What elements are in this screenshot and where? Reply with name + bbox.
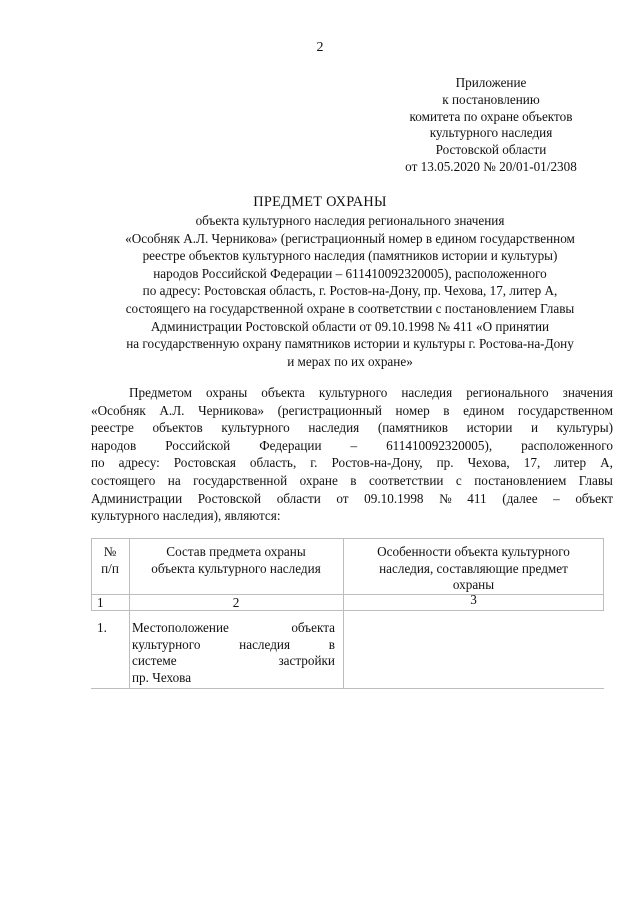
subtitle-line: народов Российской Федерации – 611410092320005), расположенного [153, 265, 547, 281]
column-number: 2 [232, 595, 240, 610]
body-word: (регистрационный [277, 402, 382, 418]
body-word: по [91, 455, 105, 471]
body-word: культуры) [556, 420, 613, 436]
body-word: литер [554, 455, 587, 471]
composition-line: пр. Чехова [132, 669, 192, 685]
header-features-line: охраны [452, 577, 495, 592]
subtitle-line: «Особняк А.Л. Черникова» (регистрационный номер в едином государственном [125, 230, 575, 246]
body-word: наследия [401, 385, 453, 400]
body-word: «Особняк [91, 402, 146, 418]
body-word: объекта [261, 385, 305, 400]
composition-word: в [328, 636, 335, 652]
page-number: 2 [316, 40, 324, 55]
body-word: регионального [466, 385, 549, 400]
header-num-line: № [103, 544, 117, 559]
header-num-line: п/п [101, 560, 119, 576]
body-word: наследия [308, 420, 360, 436]
column-number: 3 [470, 592, 477, 607]
subtitle-line: объекта культурного наследия регионального значения [195, 213, 505, 228]
body-word: г. [310, 455, 318, 471]
body-word: в [350, 472, 357, 488]
document-subtitle [60, 212, 640, 370]
subtitle-line: реестре объектов культурного наследия (памятников истории и культуры) [142, 248, 558, 264]
body-word: едином [463, 402, 505, 418]
body-word: Ростовской [197, 490, 262, 506]
body-word: на [167, 472, 181, 488]
body-word: охране [299, 472, 338, 488]
subtitle-line: по адресу: Ростовская область, г. Ростов-на-Дону, пр. Чехова, 17, литер А, [142, 283, 558, 299]
body-word: адресу: [118, 455, 160, 471]
appendix-line: культурного наследия [429, 125, 553, 141]
composition-line [132, 653, 335, 670]
body-word: в [443, 402, 450, 418]
body-word: Главы [578, 472, 613, 488]
appendix-line: к постановлению [442, 91, 540, 107]
subtitle-line: и мерах по их охране» [287, 353, 413, 369]
body-word: область, [249, 455, 297, 471]
appendix-block [376, 75, 606, 176]
composition-line [132, 620, 335, 637]
body-line [91, 419, 613, 437]
column-number: 1 [97, 595, 104, 610]
body-word: Предметом [129, 385, 192, 400]
body-word: истории [466, 420, 513, 436]
body-word: Ростовская [173, 455, 236, 471]
body-word: – [350, 437, 358, 453]
body-line [91, 384, 613, 402]
body-word: народов [91, 437, 137, 453]
body-line [91, 472, 613, 490]
body-word: 411 [467, 490, 487, 506]
appendix-line: Приложение [455, 75, 527, 90]
composition-word: наследия [239, 636, 291, 652]
composition-word: культурного [132, 636, 201, 652]
body-word: значения [562, 385, 613, 400]
body-line [91, 454, 613, 472]
body-word: и [530, 420, 539, 436]
appendix-line: комитета по охране объектов [409, 108, 573, 124]
composition-line [132, 637, 335, 654]
appendix-line: от 13.05.2020 № 20/01-01/2308 [405, 158, 577, 174]
document-title: ПРЕДМЕТ ОХРАНЫ [253, 194, 387, 210]
appendix-line: Ростовской области [435, 142, 547, 158]
row-composition [132, 620, 335, 686]
body-word: (далее [502, 490, 538, 506]
body-word: объектов [152, 420, 203, 436]
header-composition-line: Состав предмета охраны [166, 544, 306, 559]
body-word: Чехова, [467, 455, 510, 471]
subtitle-line: состоящего на государственной охране в соответствии с постановлением Главы [125, 300, 575, 316]
composition-word: Местоположение [132, 620, 229, 635]
header-features-line: Особенности объекта культурного [377, 544, 570, 559]
body-word: реестре [91, 420, 134, 436]
body-word: культурного [318, 385, 388, 400]
body-word: расположенного [521, 437, 613, 453]
body-word: Российской [165, 437, 231, 453]
body-word: № [439, 490, 452, 506]
body-word: Ростов-на-Дону, [331, 455, 423, 471]
body-word: культурного [221, 420, 290, 436]
header-features [343, 544, 604, 594]
body-word: 17, [523, 455, 541, 471]
body-word: объект [575, 490, 613, 506]
subtitle-line: Администрации Ростовской области от 09.10.1998 № 411 «О принятии [150, 318, 550, 334]
composition-word: системе [132, 653, 177, 668]
body-word: Федерации [259, 437, 322, 453]
body-word: Администрации [91, 490, 183, 506]
body-word: А.Л. [159, 402, 185, 418]
composition-word: объекта [291, 620, 335, 635]
body-word: А, [600, 455, 613, 471]
body-word: области [276, 490, 321, 506]
header-composition [129, 544, 343, 577]
body-word: номер [395, 402, 430, 418]
body-line [91, 437, 613, 455]
header-num [91, 544, 129, 577]
body-word: пр. [436, 455, 454, 471]
body-line: культурного наследия), являются: [91, 508, 281, 524]
body-word: 09.10.1998 [364, 490, 424, 506]
body-word: с [455, 472, 462, 488]
body-line [91, 402, 613, 420]
body-word: Черникова» [198, 402, 265, 418]
table-header-row [91, 538, 604, 594]
row-number: 1. [97, 620, 107, 635]
composition-word: застройки [278, 653, 335, 668]
body-word: постановлением [474, 472, 567, 488]
body-word: состоящего [91, 472, 156, 488]
body-word: государственном [517, 402, 613, 418]
body-word: – [553, 490, 560, 506]
body-word: от [336, 490, 349, 506]
subtitle-line: на государственную охрану памятников истории и культуры г. Ростова-на-Дону [126, 336, 574, 352]
body-paragraph [91, 384, 613, 525]
header-composition-line: объекта культурного наследия [151, 560, 321, 576]
protection-table [91, 538, 604, 685]
body-word: государственной [193, 472, 288, 488]
body-word: охраны [205, 385, 248, 400]
header-features-line: наследия, составляющие предмет [379, 560, 568, 576]
body-line [91, 490, 613, 508]
body-word: соответствии [368, 472, 444, 488]
body-word: 611410092320005), [386, 437, 493, 453]
body-word: (памятников [377, 420, 448, 436]
